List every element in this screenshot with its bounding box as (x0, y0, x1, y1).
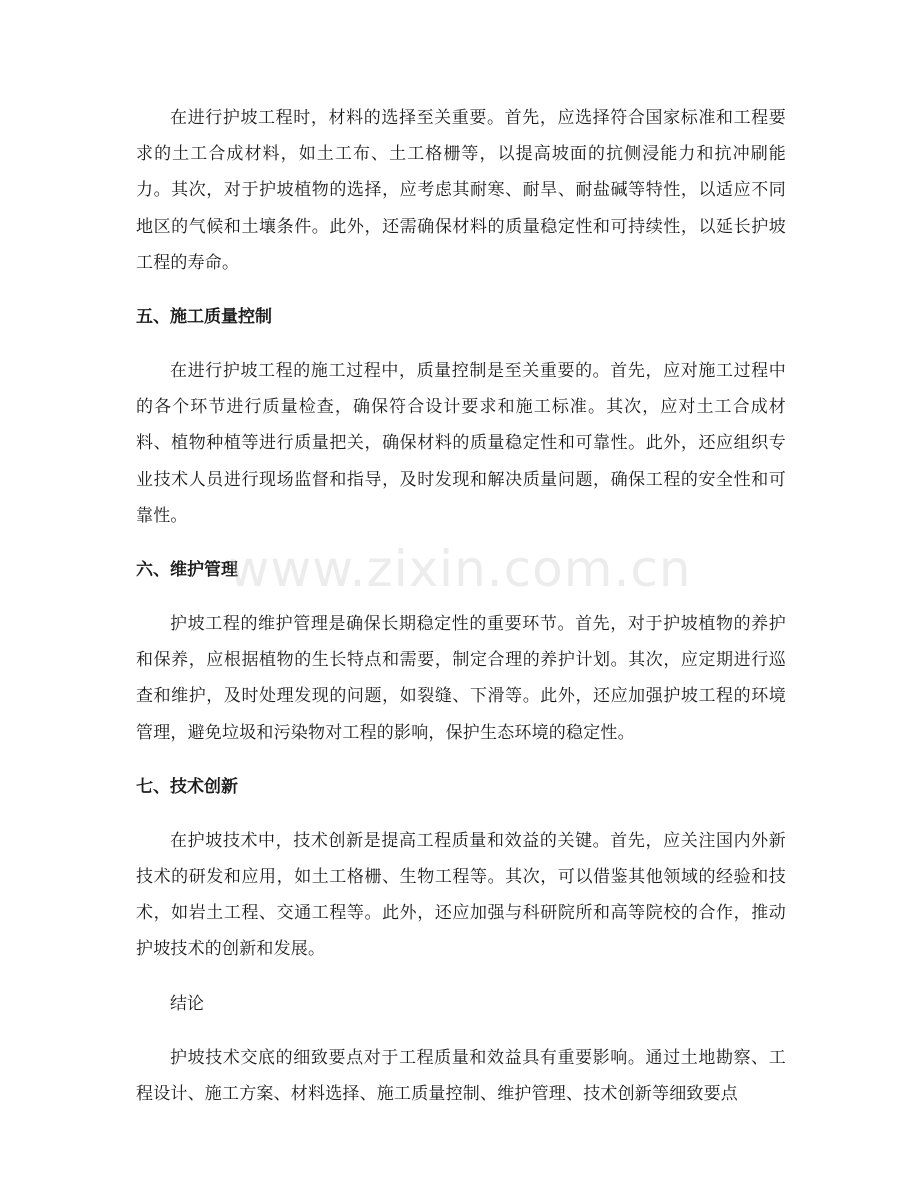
heading-conclusion: 结论 (170, 993, 204, 1014)
watermark: www.zixin.com.cn (228, 540, 692, 598)
heading-construction-quality: 五、施工质量控制 (136, 307, 272, 328)
paragraph-conclusion: 护坡技术交底的细致要点对于工程质量和效益具有重要影响。通过土地勘察、工程设计、施工方案、材料选择、施工质量控制、维护管理、技术创新等细致要点 (136, 1047, 786, 1104)
paragraph-materials: 在进行护坡工程时，材料的选择至关重要。首先，应选择符合国家标准和工程要求的土工合成材料，如土工布、土工格栅等，以提高坡面的抗侧浸能力和抗冲刷能力。其次，对于护坡植物的选择，应考虑其耐寒、耐旱、耐盐碱等特性，以适应不同地区的气候和土壤条件。此外，还需确保材料的质量稳定性和可持续性，以延长护坡工程的寿命。 (136, 108, 786, 273)
heading-maintenance: 六、维护管理 (136, 560, 238, 581)
paragraph-quality-control: 在进行护坡工程的施工过程中，质量控制是至关重要的。首先，应对施工过程中的各个环节进行质量检查，确保符合设计要求和施工标准。其次，应对土工合成材料、植物种植等进行质量把关，确保材料的质量稳定性和可靠性。此外，还应组织专业技术人员进行现场监督和指导，及时发现和解决质量问题，确保工程的安全性和可靠性。 (136, 361, 786, 526)
paragraph-maintenance: 护坡工程的维护管理是确保长期稳定性的重要环节。首先，对于护坡植物的养护和保养，应根据植物的生长特点和需要，制定合理的养护计划。其次，应定期进行巡查和维护，及时处理发现的问题，如裂缝、下滑等。此外，还应加强护坡工程的环境管理，避免垃圾和污染物对工程的影响，保护生态环境的稳定性。 (136, 614, 786, 743)
document-body (136, 100, 786, 1130)
heading-innovation: 七、技术创新 (136, 776, 238, 797)
paragraph-innovation: 在护坡技术中，技术创新是提高工程质量和效益的关键。首先，应关注国内外新技术的研发和应用，如土工格栅、生物工程等。其次，可以借鉴其他领域的经验和技术，如岩土工程、交通工程等。此外，还应加强与科研院所和高等院校的合作，推动护坡技术的创新和发展。 (136, 830, 786, 960)
